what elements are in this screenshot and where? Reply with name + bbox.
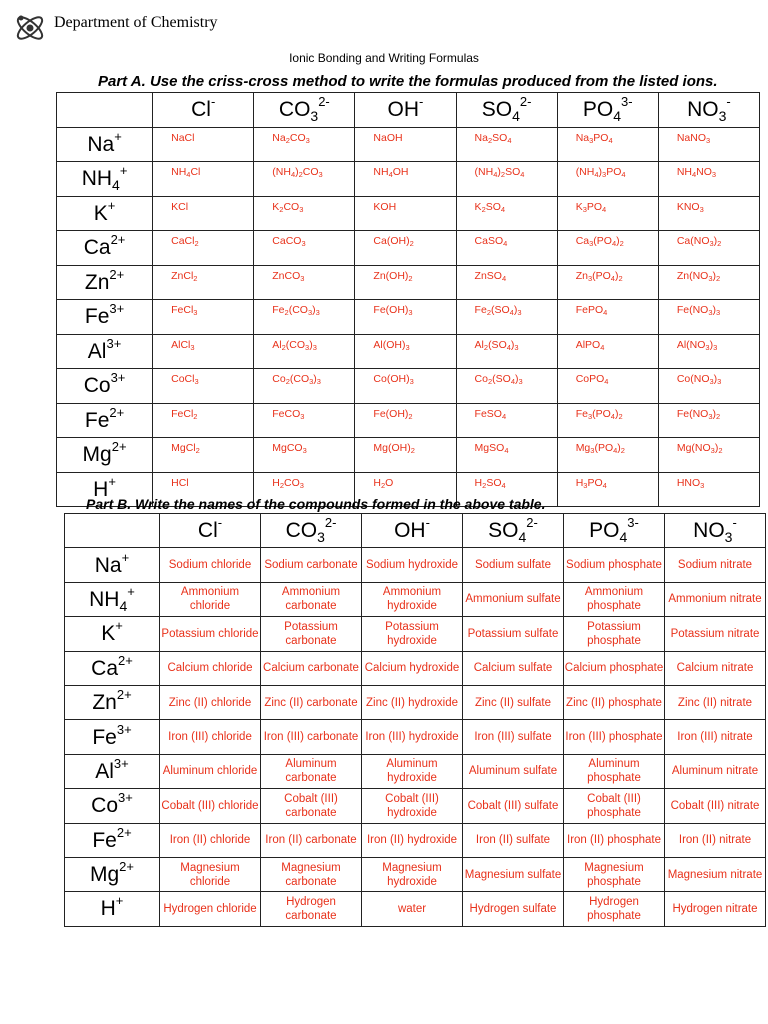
cation-symbol: $NH_4^+$ (89, 583, 135, 614)
compound-name-cell: Zinc (II) sulfate (463, 685, 564, 719)
formula-cell: FeCO$_3$ (254, 403, 355, 438)
compound-name-cell: Magnesium hydroxide (362, 857, 463, 891)
compound-name-cell: Cobalt (III) nitrate (665, 789, 766, 823)
compound-name-cell: Iron (II) phosphate (564, 823, 665, 857)
compound-name-cell: Magnesium carbonate (261, 857, 362, 891)
compound-name-cell: Calcium sulfate (463, 651, 564, 685)
compound-name-cell: Iron (II) nitrate (665, 823, 766, 857)
formula-cell: NaOH (355, 127, 456, 162)
cation-header (57, 265, 153, 300)
cation-header (65, 617, 160, 651)
compound-name-cell: Cobalt (III) phosphate (564, 789, 665, 823)
compound-name-cell: Aluminum carbonate (261, 754, 362, 788)
cation-header (65, 823, 160, 857)
compound-name-cell: Hydrogen sulfate (463, 892, 564, 926)
compound-name-cell: Ammonium phosphate (564, 582, 665, 616)
table-row (65, 857, 766, 891)
anion-header (665, 514, 766, 548)
cation-symbol: $Al^{3+}$ (95, 755, 129, 783)
compound-name-cell: Potassium phosphate (564, 617, 665, 651)
header-row (57, 93, 760, 128)
formula-cell: $(NH_4)_3PO_4$ (557, 162, 658, 197)
formula-cell: $Fe_3(PO_4)_2$ (557, 403, 658, 438)
table-row (57, 369, 760, 404)
compound-name-cell: Iron (II) sulfate (463, 823, 564, 857)
compound-name-cell: Iron (III) phosphate (564, 720, 665, 754)
cation-symbol: K+ (101, 618, 123, 646)
formula-cell: $Al(OH)_3$ (355, 334, 456, 369)
table-row (65, 720, 766, 754)
cation-header (65, 685, 160, 719)
cation-symbol: $Zn^{2+}$ (84, 266, 125, 294)
formula-cell: ZnSO$_4$ (456, 265, 557, 300)
compound-name-cell: Ammonium nitrate (665, 582, 766, 616)
compound-name-cell: Sodium chloride (160, 548, 261, 582)
cation-symbol: $Fe^{2+}$ (92, 824, 132, 852)
formula-cell: FeCl$_2$ (153, 403, 254, 438)
part-a-formula-table (56, 92, 760, 507)
compound-name-cell: Magnesium nitrate (665, 857, 766, 891)
formula-cell: CaCO$_3$ (254, 231, 355, 266)
anion-symbol: $CO_3^{2-}$ (278, 94, 330, 125)
compound-name-cell: Sodium hydroxide (362, 548, 463, 582)
table-row (57, 196, 760, 231)
cation-header (57, 231, 153, 266)
compound-name-cell: Zinc (II) carbonate (261, 685, 362, 719)
formula-cell: FeSO$_4$ (456, 403, 557, 438)
anion-symbol: OH- (387, 94, 424, 122)
cation-header (57, 334, 153, 369)
anion-symbol: Cl- (197, 515, 223, 543)
cation-header (65, 720, 160, 754)
cation-header (65, 857, 160, 891)
atom-icon (12, 10, 48, 46)
compound-name-cell: Cobalt (III) chloride (160, 789, 261, 823)
compound-name-cell: Ammonium chloride (160, 582, 261, 616)
anion-symbol: $SO_4^{2-}$ (488, 515, 538, 546)
compound-name-cell: Ammonium carbonate (261, 582, 362, 616)
compound-name-cell: Hydrogen chloride (160, 892, 261, 926)
anion-header (355, 93, 456, 128)
compound-name-cell: Potassium nitrate (665, 617, 766, 651)
cation-symbol: H+ (100, 893, 124, 921)
cation-header (65, 754, 160, 788)
compound-name-cell: Aluminum sulfate (463, 754, 564, 788)
compound-name-cell: Zinc (II) nitrate (665, 685, 766, 719)
cation-symbol: $Co^{3+}$ (91, 790, 133, 818)
anion-header (153, 93, 254, 128)
table-row (65, 892, 766, 926)
table-row (57, 334, 760, 369)
compound-name-cell: Potassium sulfate (463, 617, 564, 651)
compound-name-cell: Magnesium chloride (160, 857, 261, 891)
compound-name-cell: Zinc (II) phosphate (564, 685, 665, 719)
anion-header (362, 514, 463, 548)
table-row (65, 789, 766, 823)
anion-header (564, 514, 665, 548)
cation-symbol: $Zn^{2+}$ (92, 687, 132, 715)
cation-header (57, 369, 153, 404)
table-row (57, 127, 760, 162)
cation-header (57, 162, 153, 197)
anion-header (557, 93, 658, 128)
compound-name-cell: Ammonium hydroxide (362, 582, 463, 616)
formula-cell: $Al_2(SO_4)_3$ (456, 334, 557, 369)
compound-name-cell: Iron (III) chloride (160, 720, 261, 754)
formula-cell: AlCl$_3$ (153, 334, 254, 369)
formula-cell: MgCl$_2$ (153, 438, 254, 473)
compound-name-cell: Iron (III) nitrate (665, 720, 766, 754)
cation-symbol: $Fe^{3+}$ (84, 301, 125, 329)
compound-name-cell: Calcium hydroxide (362, 651, 463, 685)
formula-cell: FePO$_4$ (557, 300, 658, 335)
anion-symbol: Cl- (191, 94, 216, 122)
compound-name-cell: Iron (III) hydroxide (362, 720, 463, 754)
table-row (65, 754, 766, 788)
anion-header (160, 514, 261, 548)
formula-cell: $(NH_4)_2SO_4$ (456, 162, 557, 197)
formula-cell: $NH_4OH$ (355, 162, 456, 197)
compound-name-cell: Iron (III) carbonate (261, 720, 362, 754)
compound-name-cell: Calcium chloride (160, 651, 261, 685)
anion-header (456, 93, 557, 128)
cation-symbol: $Mg^{2+}$ (89, 859, 134, 887)
formula-cell: $Al(NO_3)_3$ (658, 334, 759, 369)
table-row (57, 403, 760, 438)
part-b-instruction: Part B. Write the names of the compounds formed in the above table. (86, 496, 546, 512)
cation-symbol: Na+ (94, 549, 130, 577)
formula-cell: $Ca(OH)_2$ (355, 231, 456, 266)
formula-cell: MgSO$_4$ (456, 438, 557, 473)
compound-name-cell: Sodium sulfate (463, 548, 564, 582)
anion-symbol: $NO_3^-$ (693, 515, 737, 546)
cation-header (65, 548, 160, 582)
formula-cell: KOH (355, 196, 456, 231)
compound-name-cell: Calcium phosphate (564, 651, 665, 685)
formula-cell: $Zn(OH)_2$ (355, 265, 456, 300)
table-row (65, 651, 766, 685)
cation-symbol: $Fe^{2+}$ (84, 404, 125, 432)
formula-cell: HCl (153, 472, 254, 507)
compound-name-cell: Iron (II) carbonate (261, 823, 362, 857)
formula-cell: FeCl$_3$ (153, 300, 254, 335)
anion-symbol: $SO_4^{2-}$ (481, 94, 532, 125)
cation-symbol: $NH_4^+$ (81, 163, 128, 194)
formula-cell: NaCl (153, 127, 254, 162)
formula-cell: ZnCl$_2$ (153, 265, 254, 300)
part-a-instruction: Part A. Use the criss-cross method to write the formulas produced from the listed ions. (98, 73, 718, 90)
header-row (65, 514, 766, 548)
formula-cell: KCl (153, 196, 254, 231)
formula-cell: $Zn(NO_3)_2$ (658, 265, 759, 300)
compound-name-cell: Zinc (II) chloride (160, 685, 261, 719)
table-row (65, 548, 766, 582)
formula-cell: $Mg(OH)_2$ (355, 438, 456, 473)
corner-cell (65, 514, 160, 548)
formula-cell: ZnCO$_3$ (254, 265, 355, 300)
formula-cell: $Fe(OH)_3$ (355, 300, 456, 335)
anion-symbol: $PO_4^{3-}$ (582, 94, 633, 125)
anion-symbol: $CO_3^{2-}$ (285, 515, 337, 546)
formula-cell: $H_2CO_3$ (254, 472, 355, 507)
cation-header (65, 582, 160, 616)
formula-cell: CaCl$_2$ (153, 231, 254, 266)
table-row (65, 823, 766, 857)
formula-cell: $Mg(NO_3)_2$ (658, 438, 759, 473)
cation-symbol: H+ (93, 473, 116, 501)
cation-header (57, 127, 153, 162)
formula-cell: $HNO_3$ (658, 472, 759, 507)
compound-name-cell: Aluminum phosphate (564, 754, 665, 788)
cation-header (57, 438, 153, 473)
formula-cell: $Na_2SO_4$ (456, 127, 557, 162)
compound-name-cell: Sodium phosphate (564, 548, 665, 582)
anion-header (261, 514, 362, 548)
formula-cell: $Fe_2(SO_4)_3$ (456, 300, 557, 335)
formula-cell: $Al_2(CO_3)_3$ (254, 334, 355, 369)
compound-name-cell: Aluminum nitrate (665, 754, 766, 788)
compound-name-cell: Calcium nitrate (665, 651, 766, 685)
compound-name-cell: Iron (II) chloride (160, 823, 261, 857)
formula-cell: $Co_2(CO_3)_3$ (254, 369, 355, 404)
formula-cell: $NH_4NO_3$ (658, 162, 759, 197)
anion-symbol: $PO_4^{3-}$ (589, 515, 639, 546)
department-name: Department of Chemistry (54, 14, 218, 31)
formula-cell: $Fe_2(CO_3)_3$ (254, 300, 355, 335)
compound-name-cell: Magnesium sulfate (463, 857, 564, 891)
formula-cell: $Fe(NO_3)_3$ (658, 300, 759, 335)
table-row (57, 231, 760, 266)
cation-symbol: $Fe^{3+}$ (92, 721, 132, 749)
compound-name-cell: Potassium hydroxide (362, 617, 463, 651)
anion-symbol: $NO_3^-$ (687, 94, 731, 125)
anion-header (658, 93, 759, 128)
formula-cell: NaNO$_3$ (658, 127, 759, 162)
formula-cell: $Fe(NO_3)_2$ (658, 403, 759, 438)
formula-cell: $H_2O$ (355, 472, 456, 507)
compound-name-cell: Iron (II) hydroxide (362, 823, 463, 857)
compound-name-cell: Potassium chloride (160, 617, 261, 651)
anion-symbol: OH- (394, 515, 430, 543)
anion-header (254, 93, 355, 128)
formula-cell: $Co(OH)_3$ (355, 369, 456, 404)
formula-cell: CaSO$_4$ (456, 231, 557, 266)
cation-symbol: K+ (93, 197, 116, 225)
compound-name-cell: Calcium carbonate (261, 651, 362, 685)
document-title: Ionic Bonding and Writing Formulas (289, 51, 479, 65)
compound-name-cell: Aluminum hydroxide (362, 754, 463, 788)
formula-cell: $Na_3PO_4$ (557, 127, 658, 162)
formula-cell: CoCl$_3$ (153, 369, 254, 404)
formula-cell: $Co(NO_3)_3$ (658, 369, 759, 404)
table-row (57, 300, 760, 335)
cation-symbol: $Al^{3+}$ (87, 335, 122, 363)
cation-header (65, 651, 160, 685)
cation-symbol: Na+ (87, 128, 122, 156)
compound-name-cell: Ammonium sulfate (463, 582, 564, 616)
formula-cell: $Ca(NO_3)_2$ (658, 231, 759, 266)
compound-name-cell: Cobalt (III) sulfate (463, 789, 564, 823)
formula-cell: $KNO_3$ (658, 196, 759, 231)
part-b-names-table (64, 513, 766, 927)
compound-name-cell: Cobalt (III) hydroxide (362, 789, 463, 823)
table-row (65, 685, 766, 719)
cation-header (57, 196, 153, 231)
compound-name-cell: Hydrogen phosphate (564, 892, 665, 926)
formula-cell: CoPO$_4$ (557, 369, 658, 404)
cation-header (65, 789, 160, 823)
anion-header (463, 514, 564, 548)
compound-name-cell: Iron (III) sulfate (463, 720, 564, 754)
compound-name-cell: Sodium nitrate (665, 548, 766, 582)
formula-cell: $K_2CO_3$ (254, 196, 355, 231)
table-row (65, 582, 766, 616)
cation-header (57, 300, 153, 335)
compound-name-cell: Aluminum chloride (160, 754, 261, 788)
compound-name-cell: Hydrogen nitrate (665, 892, 766, 926)
compound-name-cell: water (362, 892, 463, 926)
formula-cell: MgCO$_3$ (254, 438, 355, 473)
formula-cell: $Na_2CO_3$ (254, 127, 355, 162)
compound-name-cell: Hydrogen carbonate (261, 892, 362, 926)
cation-header (57, 403, 153, 438)
compound-name-cell: Zinc (II) hydroxide (362, 685, 463, 719)
formula-cell: $K_3PO_4$ (557, 196, 658, 231)
table-row (57, 265, 760, 300)
cation-header (65, 892, 160, 926)
formula-cell: $H_2SO_4$ (456, 472, 557, 507)
table-row (57, 438, 760, 473)
formula-cell: $Fe(OH)_2$ (355, 403, 456, 438)
formula-cell: $Zn_3(PO_4)_2$ (557, 265, 658, 300)
formula-cell: $Mg_3(PO_4)_2$ (557, 438, 658, 473)
compound-name-cell: Potassium carbonate (261, 617, 362, 651)
cation-symbol: $Ca^{2+}$ (83, 232, 126, 260)
table-row (65, 617, 766, 651)
compound-name-cell: Sodium carbonate (261, 548, 362, 582)
compound-name-cell: Magnesium phosphate (564, 857, 665, 891)
cation-symbol: $Co^{3+}$ (83, 370, 126, 398)
compound-name-cell: Cobalt (III) carbonate (261, 789, 362, 823)
formula-cell: $Co_2(SO_4)_3$ (456, 369, 557, 404)
formula-cell: $H_3PO_4$ (557, 472, 658, 507)
cation-symbol: $Mg^{2+}$ (82, 439, 127, 467)
formula-cell: $(NH_4)_2CO_3$ (254, 162, 355, 197)
cation-symbol: $Ca^{2+}$ (91, 652, 133, 680)
formula-cell: $K_2SO_4$ (456, 196, 557, 231)
formula-cell: $Ca_3(PO_4)_2$ (557, 231, 658, 266)
corner-cell (57, 93, 153, 128)
table-row (57, 162, 760, 197)
formula-cell: AlPO$_4$ (557, 334, 658, 369)
formula-cell: $NH_4Cl$ (153, 162, 254, 197)
